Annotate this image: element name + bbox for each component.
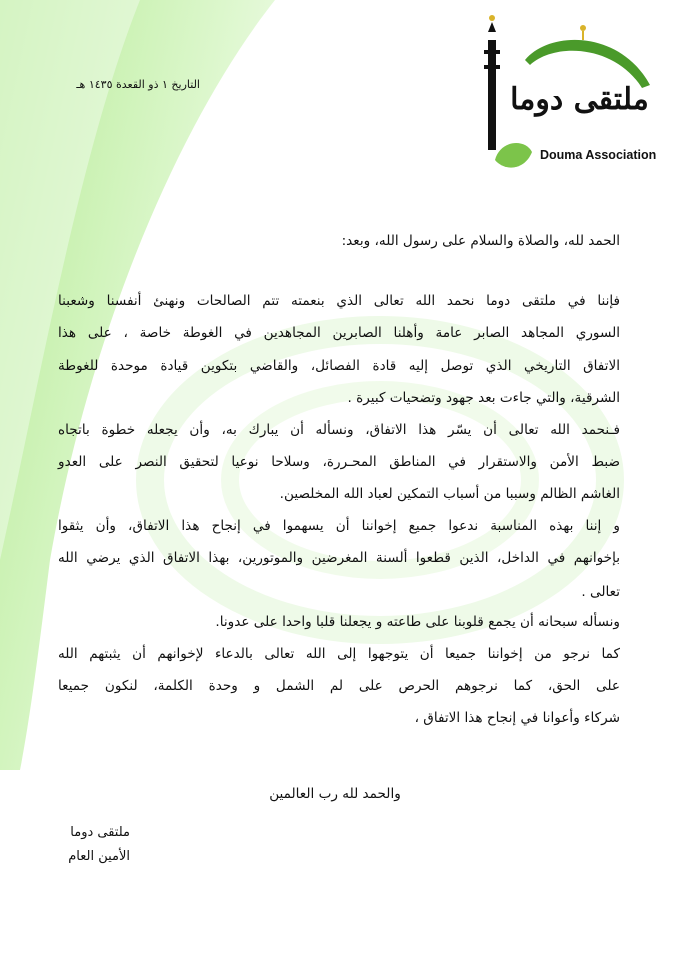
body-line: الغاشم الظالم وسببا من أسباب التمكين لعباد الله المخلصين. — [279, 486, 620, 502]
body-line: شركاء وأعوانا في إنجاح هذا الاتفاق ، — [414, 710, 620, 726]
body-line: السوري المجاهد الصابر عامة وأهلنا الصابرين المجاهدين في الغوطة خاصة ، على هذا — [58, 325, 620, 341]
douma-association-logo — [470, 10, 670, 170]
body-line: الاتفاق التاريخي الذي توصل إليه قادة الفصائل، والقاضي بتكوين قيادة موحدة للغوطة — [58, 358, 620, 374]
body-line: الشرقية، والتي جاءت بعد جهود وتضحيات كبيرة . — [347, 390, 620, 406]
signature-title: الأمين العام — [68, 849, 130, 864]
body-line: كما نرجو من إخواننا جميعا أن يتوجهوا إلى الله تعالى بالدعاء لإخوانهم أن يثبتهم الله — [58, 646, 620, 662]
body-line: على الحق، كما نرجوهم الحرص على لم الشمل و وحدة الكلمة، لنكون جميعا — [58, 678, 620, 694]
body-line: فـنحمد الله تعالى أن يسّر هذا الاتفاق، ونسأله أن يبارك به، وأن يجعله خطوة باتجاه — [58, 422, 620, 438]
signature-organization: ملتقى دوما — [70, 825, 130, 840]
body-line: فإننا في ملتقى دوما نحمد الله تعالى الذي بنعمته تتم الصالحات ونهنئ أنفسنا وشعبنا — [58, 293, 620, 309]
logo-arabic-text: ملتقى دوما — [510, 82, 649, 117]
body-line: تعالى . — [581, 584, 620, 600]
date-text: التاريخ ١ ذو القعدة ١٤٣٥ هـ — [76, 78, 200, 91]
greeting: الحمد لله، والصلاة والسلام على رسول الله، وبعد: — [341, 233, 620, 249]
body-line: ونسأله سبحانه أن يجمع قلوبنا على طاعته و يجعلنا قلبا واحدا على عدونا. — [215, 614, 620, 630]
logo-english-text: Douma Association — [540, 148, 657, 162]
body-line: و إننا بهذه المناسبة ندعوا جميع إخواننا أن يسهموا في إنجاح هذا الاتفاق، وأن يثقوا — [58, 518, 620, 534]
closing-text: والحمد لله رب العالمين — [269, 786, 401, 802]
body-line: ضبط الأمن والاستقرار في المناطق المحـررة، وسلاحا نوعيا لتحقيق النصر على العدو — [58, 454, 620, 470]
body-line: بإخوانهم في الداخل، الذين قطعوا ألسنة المغرضين والموتورين، بهذا الاتفاق الذي يرضي الله — [58, 550, 620, 566]
